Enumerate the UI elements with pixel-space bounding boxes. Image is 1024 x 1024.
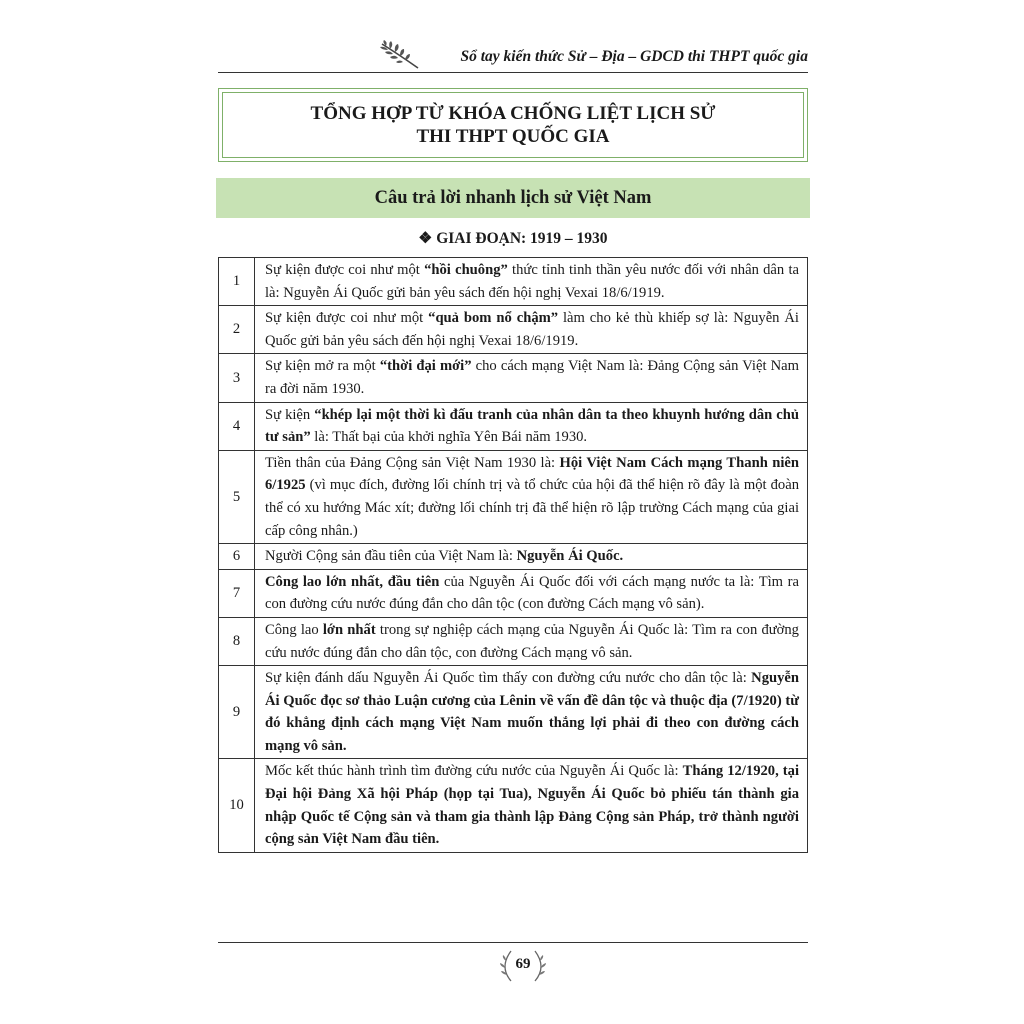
row-number: 8 (219, 617, 255, 665)
row-text (255, 306, 808, 354)
row-text-bold: Công lao lớn nhất, đầu tiên (265, 573, 440, 590)
row-text (255, 759, 808, 852)
row-number: 7 (219, 569, 255, 617)
row-text-plain: Sự kiện được coi như một (265, 310, 429, 327)
header-title: Sổ tay kiến thức Sử – Địa – GDCD thi THPT quốc gia (460, 48, 808, 65)
row-text-bold: “hồi chuông” (424, 262, 508, 278)
facts-table-body (219, 258, 808, 853)
table-row (219, 402, 808, 450)
row-number: 3 (219, 354, 255, 402)
leaf-icon (378, 40, 424, 72)
row-text-plain: của Nguyễn Ái Quốc đối với cách mạng nước ta là: Tìm ra con đường cứu nước đúng đắn cho dân tộc (con đường Cách mạng vô sản). (265, 573, 799, 613)
row-text (255, 617, 808, 665)
table-row (219, 354, 808, 402)
row-text-plain: Công lao (265, 621, 323, 638)
row-text-bold: Nguyễn Ái Quốc đọc sơ thảo Luận cương của Lênin về vấn đề dân tộc và thuộc địa (7/1920) từ đó khẳng định cách mạng Việt Nam muốn thắng lợi phải đi theo con đường cách mạng vô sản. (265, 670, 799, 754)
title-box (218, 88, 808, 162)
row-text-plain: Mốc kết thúc hành trình tìm đường cứu nước của Nguyễn Ái Quốc là: (265, 763, 683, 780)
table-row (219, 666, 808, 759)
row-text (255, 666, 808, 759)
row-number: 10 (219, 759, 255, 852)
row-text-plain: (vì mục đích, đường lối chính trị và tổ chức của hội đã thể hiện rõ đây là một đoàn thể có xu hướng Mác xít; đường lối chính trị đã thể hiện rõ lập trường Cách mạng của giai cấp công nhân.) (265, 477, 799, 539)
table-row (219, 569, 808, 617)
row-text-plain: Sự kiện (265, 406, 315, 423)
footer-divider (218, 942, 808, 943)
page-number-badge (493, 945, 553, 987)
page-header (218, 40, 808, 73)
row-text-plain: Người Cộng sản đầu tiên của Việt Nam là: (265, 548, 517, 565)
row-number: 5 (219, 450, 255, 543)
row-number: 9 (219, 666, 255, 759)
row-text-plain: Sự kiện được coi như một (265, 262, 425, 278)
row-text (255, 569, 808, 617)
page-title-line-1: TỔNG HỢP TỪ KHÓA CHỐNG LIỆT LỊCH SỬ (310, 103, 716, 124)
row-number: 4 (219, 402, 255, 450)
row-text (255, 402, 808, 450)
table-row (219, 450, 808, 543)
table-row (219, 544, 808, 570)
table-row (219, 258, 808, 306)
page-title-line-2: THI THPT QUỐC GIA (416, 126, 610, 147)
row-number: 2 (219, 306, 255, 354)
facts-table (218, 257, 808, 853)
row-number: 1 (219, 258, 255, 306)
page-number: 69 (515, 956, 531, 972)
row-text-plain: Sự kiện mở ra một (265, 358, 380, 375)
table-row (219, 306, 808, 354)
row-text-bold: “khép lại một thời kì đấu tranh của nhân dân ta theo khuynh hướng dân chủ tư sản” (265, 406, 799, 446)
row-text-plain: trong sự nghiệp cách mạng của Nguyễn Ái Quốc là: Tìm ra con đường cứu nước đúng đắn cho dân tộc, con đường Cách mạng vô sản. (265, 621, 799, 661)
row-text-plain: Tiền thân của Đảng Cộng sản Việt Nam 1930 là: (265, 454, 560, 471)
section-heading: Câu trả lời nhanh lịch sử Việt Nam (216, 178, 810, 218)
table-row (219, 759, 808, 852)
period-heading: ❖ GIAI ĐOẠN: 1919 – 1930 (418, 230, 608, 247)
row-text-bold: Nguyễn Ái Quốc. (516, 548, 624, 565)
row-text-bold: Hội Việt Nam Cách mạng Thanh niên 6/1925 (265, 454, 799, 494)
row-text-plain: Sự kiện đánh dấu Nguyễn Ái Quốc tìm thấy con đường cứu nước cho dân tộc là: (265, 670, 752, 687)
row-text-bold: Tháng 12/1920, tại Đại hội Đảng Xã hội Pháp (họp tại Tua), Nguyễn Ái Quốc bỏ phiếu tán thành gia nhập Quốc tế Cộng sản và tham gia thành lập Đảng Cộng sản Pháp, trở thành người cộng sản Việt Nam đầu tiên. (265, 763, 799, 848)
row-text-bold: “thời đại mới” (379, 358, 472, 375)
row-text-plain: làm cho kẻ thù khiếp sợ là: Nguyễn Ái Quốc gửi bản yêu sách đến hội nghị Vexai 18/6/1919. (265, 310, 799, 349)
row-text (255, 450, 808, 543)
row-text-bold: lớn nhất (322, 621, 376, 638)
row-text-plain: thức tỉnh tinh thần yêu nước đối với nhân dân ta là: Nguyễn Ái Quốc gửi bản yêu sách đến hội nghị Vexai 18/6/1919. (265, 262, 799, 301)
row-text-plain: cho cách mạng Việt Nam là: Đảng Cộng sản Việt Nam ra đời năm 1930. (265, 358, 800, 397)
row-text (255, 544, 808, 570)
table-row (219, 617, 808, 665)
row-number: 6 (219, 544, 255, 570)
row-text (255, 354, 808, 402)
row-text-plain: là: Thất bại của khởi nghĩa Yên Bái năm 1930. (310, 429, 588, 446)
row-text-bold: “quả bom nổ chậm” (428, 310, 559, 327)
title-box-inner (222, 92, 804, 158)
row-text (255, 258, 808, 306)
